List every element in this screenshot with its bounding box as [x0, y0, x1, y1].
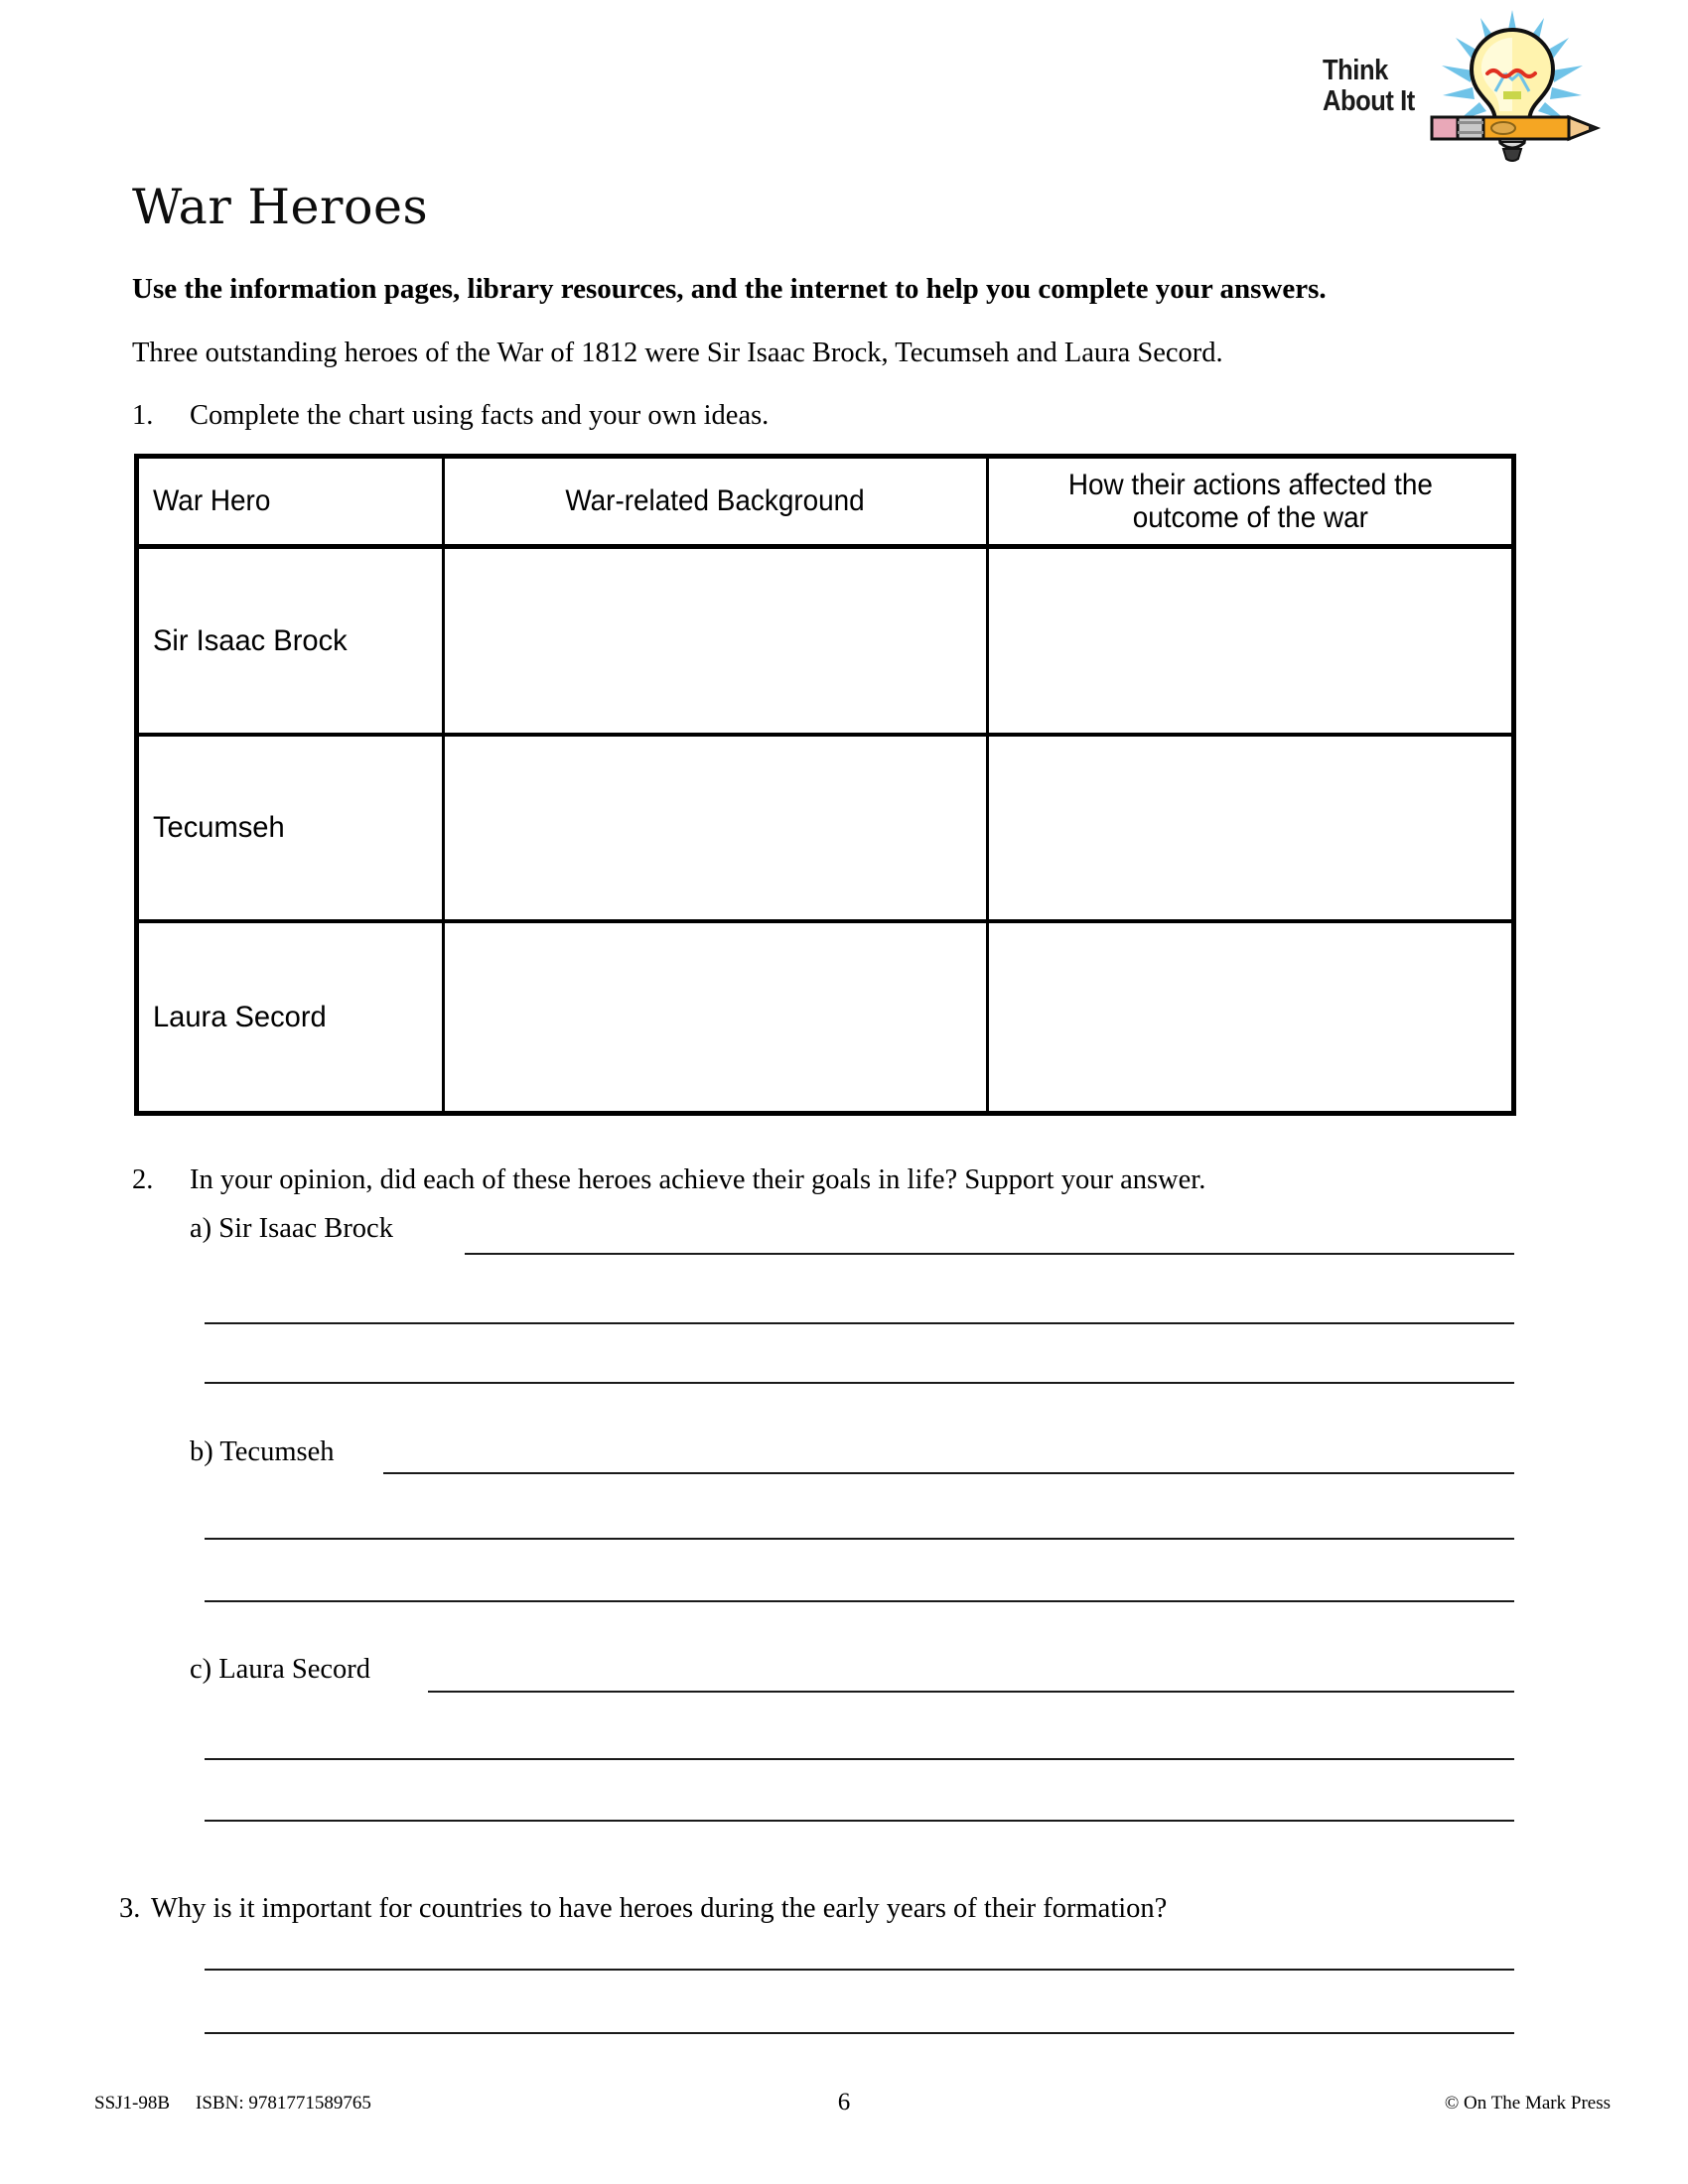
think-about-it-logo [1311, 8, 1609, 167]
row-cell-hero-1 [139, 549, 445, 733]
answer-line-3-1[interactable] [205, 1969, 1514, 1971]
header-cell-background [445, 459, 989, 544]
row-cell-effect-2[interactable] [989, 737, 1511, 920]
row-cell-hero-2 [139, 737, 445, 920]
question-3-text: Why is it important for countries to have heroes during the early years of their formation? [151, 1893, 1168, 1924]
row-cell-effect-3[interactable] [989, 923, 1511, 1111]
answer-line-2c-2[interactable] [205, 1758, 1514, 1760]
hero-name-1: Sir Isaac Brock [153, 623, 348, 657]
row-cell-background-2[interactable] [445, 737, 989, 920]
question-1 [132, 400, 769, 432]
row-cell-hero-3 [139, 923, 445, 1111]
lightbulb-pencil-icon [1418, 8, 1607, 167]
answer-line-2b-2[interactable] [205, 1538, 1514, 1540]
footer-page-number: 6 [837, 2089, 851, 2116]
answer-line-2c-3[interactable] [205, 1820, 1514, 1822]
answer-line-2b-3[interactable] [205, 1600, 1514, 1602]
answer-line-2b-1[interactable] [383, 1472, 1514, 1474]
row-cell-background-1[interactable] [445, 549, 989, 733]
header-label-effect-line2: outcome of the war [1132, 501, 1368, 535]
table-row [139, 737, 1511, 924]
header-label-war-hero: War Hero [153, 484, 271, 518]
header-cell-effect [989, 459, 1511, 544]
question-3-number: 3. [119, 1893, 141, 1924]
intro-text: Three outstanding heroes of the War of 1812 were Sir Isaac Brock, Tecumseh and Laura Secord. [132, 338, 1223, 368]
answer-line-2a-3[interactable] [205, 1382, 1514, 1384]
logo-text-line2: About It [1323, 85, 1415, 118]
answer-line-2a-2[interactable] [205, 1322, 1514, 1324]
question-1-text: Complete the chart using facts and your own ideas. [190, 400, 770, 431]
footer-product-code: SSJ1-98B [94, 2093, 171, 2114]
answer-line-3-2[interactable] [205, 2032, 1514, 2034]
answer-line-2a-1[interactable] [465, 1253, 1514, 1255]
question-2b-label: b) Tecumseh [190, 1436, 335, 1467]
header-cell-war-hero [139, 459, 445, 544]
question-2a-label: a) Sir Isaac Brock [190, 1213, 393, 1244]
war-heroes-chart [134, 454, 1516, 1116]
table-row [139, 923, 1511, 1111]
page-title: War Heroes [132, 179, 429, 235]
footer-copyright: © On The Mark Press [1444, 2093, 1611, 2114]
table-row [139, 549, 1511, 737]
table-header-row [139, 459, 1511, 549]
hero-name-2: Tecumseh [153, 811, 285, 845]
question-2 [132, 1164, 1205, 1196]
answer-line-2c-1[interactable] [428, 1691, 1514, 1693]
question-2-number: 2. [132, 1164, 154, 1195]
logo-text [1323, 56, 1428, 118]
hero-name-3: Laura Secord [153, 1000, 327, 1033]
question-1-number: 1. [132, 400, 154, 431]
logo-text-line1: Think [1323, 55, 1388, 86]
header-label-effect-line1: How their actions affected the [1067, 468, 1433, 501]
question-3 [119, 1893, 1167, 1925]
question-2-text: In your opinion, did each of these heroes achieve their goals in life? Support your answer. [190, 1164, 1206, 1195]
row-cell-effect-1[interactable] [989, 549, 1511, 733]
header-label-background: War-related Background [565, 484, 866, 518]
footer-isbn: ISBN: 9781771589765 [196, 2093, 371, 2114]
row-cell-background-3[interactable] [445, 923, 989, 1111]
header-label-effect [1067, 469, 1432, 535]
instruction-text: Use the information pages, library resources, and the internet to help you complete your answers. [132, 273, 1327, 305]
question-2c-label: c) Laura Secord [190, 1654, 370, 1685]
